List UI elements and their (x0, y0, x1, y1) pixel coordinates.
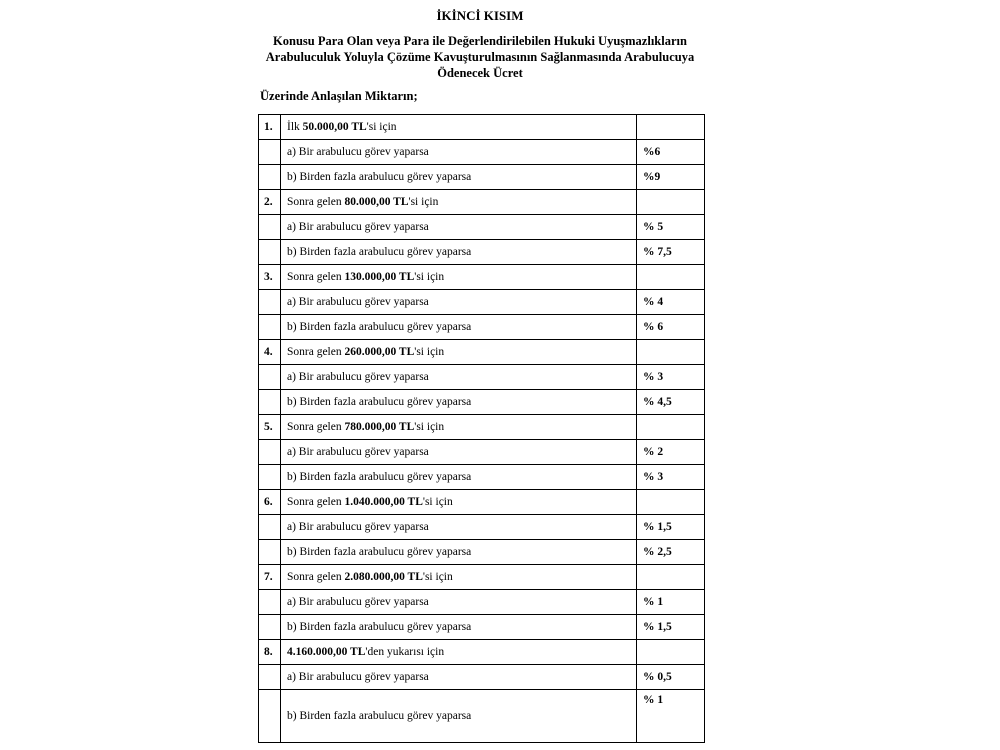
tier-row (259, 415, 705, 440)
tier-number-empty (259, 215, 281, 240)
tier-number: 5. (259, 415, 281, 440)
tier-number-empty (259, 140, 281, 165)
tier-prefix: Sonra gelen (287, 496, 345, 508)
main-heading (0, 33, 960, 81)
multi-mediator-row (259, 690, 705, 743)
single-mediator-rate: % 3 (637, 365, 705, 390)
tier-suffix: 'si için (414, 421, 445, 433)
single-mediator-label: a) Bir arabulucu görev yaparsa (281, 290, 637, 315)
tier-number-empty (259, 615, 281, 640)
tier-amount: 4.160.000,00 TL (287, 646, 366, 658)
tier-rate-empty (637, 190, 705, 215)
multi-mediator-label: b) Birden fazla arabulucu görev yaparsa (281, 390, 637, 415)
tier-number-empty (259, 390, 281, 415)
tier-prefix: Sonra gelen (287, 346, 345, 358)
multi-mediator-row (259, 315, 705, 340)
single-mediator-rate: % 0,5 (637, 665, 705, 690)
sub-heading: Üzerinde Anlaşılan Miktarın; (260, 89, 418, 103)
single-mediator-rate: % 5 (637, 215, 705, 240)
single-mediator-label: a) Bir arabulucu görev yaparsa (281, 590, 637, 615)
tier-amount: 2.080.000,00 TL (344, 571, 423, 583)
multi-mediator-row (259, 390, 705, 415)
tier-prefix: İlk (287, 121, 303, 133)
single-mediator-row (259, 290, 705, 315)
multi-mediator-rate: %9 (637, 165, 705, 190)
tier-amount: 780.000,00 TL (344, 421, 415, 433)
tier-number: 2. (259, 190, 281, 215)
tier-suffix: 'si için (422, 496, 453, 508)
single-mediator-row (259, 140, 705, 165)
single-mediator-label: a) Bir arabulucu görev yaparsa (281, 515, 637, 540)
tier-description (281, 490, 637, 515)
tier-suffix: 'den yukarısı için (365, 646, 445, 658)
tier-amount: 50.000,00 TL (302, 121, 367, 133)
tier-rate-empty (637, 115, 705, 140)
single-mediator-label: a) Bir arabulucu görev yaparsa (281, 215, 637, 240)
tier-rate-empty (637, 415, 705, 440)
multi-mediator-label: b) Birden fazla arabulucu görev yaparsa (281, 690, 637, 743)
tier-rate-empty (637, 490, 705, 515)
tier-rate-empty (637, 340, 705, 365)
multi-mediator-label: b) Birden fazla arabulucu görev yaparsa (281, 165, 637, 190)
multi-mediator-rate: % 1,5 (637, 615, 705, 640)
single-mediator-rate: % 1,5 (637, 515, 705, 540)
single-mediator-label: a) Bir arabulucu görev yaparsa (281, 140, 637, 165)
multi-mediator-rate: % 4,5 (637, 390, 705, 415)
tier-description (281, 115, 637, 140)
tier-number: 8. (259, 640, 281, 665)
tier-suffix: 'si için (414, 346, 445, 358)
multi-mediator-rate: % 7,5 (637, 240, 705, 265)
tier-prefix: Sonra gelen (287, 271, 345, 283)
single-mediator-rate: %6 (637, 140, 705, 165)
tier-number: 7. (259, 565, 281, 590)
tier-row (259, 340, 705, 365)
tier-description (281, 340, 637, 365)
multi-mediator-label: b) Birden fazla arabulucu görev yaparsa (281, 240, 637, 265)
multi-mediator-row (259, 540, 705, 565)
tier-number: 3. (259, 265, 281, 290)
tier-suffix: 'si için (414, 271, 445, 283)
tier-number-empty (259, 540, 281, 565)
single-mediator-label: a) Bir arabulucu görev yaparsa (281, 440, 637, 465)
single-mediator-label: a) Bir arabulucu görev yaparsa (281, 665, 637, 690)
fee-table (258, 114, 705, 743)
tier-row (259, 640, 705, 665)
tier-number-empty (259, 165, 281, 190)
multi-mediator-label: b) Birden fazla arabulucu görev yaparsa (281, 540, 637, 565)
tier-description (281, 190, 637, 215)
tier-description (281, 415, 637, 440)
single-mediator-row (259, 665, 705, 690)
tier-rate-empty (637, 565, 705, 590)
single-mediator-label: a) Bir arabulucu görev yaparsa (281, 365, 637, 390)
main-heading-line-2: Arabuluculuk Yoluyla Çözüme Kavuşturulmasının Sağlanmasında Arabulucuya (265, 50, 695, 64)
tier-prefix: Sonra gelen (287, 571, 345, 583)
tier-suffix: 'si için (366, 121, 397, 133)
single-mediator-row (259, 590, 705, 615)
tier-suffix: 'si için (408, 196, 439, 208)
single-mediator-row (259, 215, 705, 240)
tier-number-empty (259, 315, 281, 340)
tier-row (259, 190, 705, 215)
tier-number-empty (259, 465, 281, 490)
tier-amount: 1.040.000,00 TL (344, 496, 423, 508)
multi-mediator-label: b) Birden fazla arabulucu görev yaparsa (281, 615, 637, 640)
tier-rate-empty (637, 265, 705, 290)
single-mediator-rate: % 4 (637, 290, 705, 315)
tier-number-empty (259, 690, 281, 743)
tier-row (259, 490, 705, 515)
multi-mediator-rate: % 2,5 (637, 540, 705, 565)
multi-mediator-row (259, 615, 705, 640)
tier-number: 4. (259, 340, 281, 365)
tier-number-empty (259, 590, 281, 615)
main-heading-line-3: Ödenecek Ücret (437, 66, 523, 80)
tier-number-empty (259, 240, 281, 265)
tier-number-empty (259, 290, 281, 315)
multi-mediator-row (259, 465, 705, 490)
multi-mediator-row (259, 165, 705, 190)
tier-amount: 260.000,00 TL (344, 346, 415, 358)
multi-mediator-label: b) Birden fazla arabulucu görev yaparsa (281, 465, 637, 490)
part-title: İKİNCİ KISIM (436, 8, 524, 23)
single-mediator-rate: % 2 (637, 440, 705, 465)
main-heading-line-1: Konusu Para Olan veya Para ile Değerlendirilebilen Hukuki Uyuşmazlıkların (273, 34, 687, 48)
single-mediator-row (259, 515, 705, 540)
single-mediator-row (259, 440, 705, 465)
tier-number-empty (259, 515, 281, 540)
tier-number: 6. (259, 490, 281, 515)
multi-mediator-rate: % 3 (637, 465, 705, 490)
tier-rate-empty (637, 640, 705, 665)
tier-description (281, 565, 637, 590)
tier-number-empty (259, 440, 281, 465)
tier-prefix: Sonra gelen (287, 421, 345, 433)
tier-amount: 130.000,00 TL (344, 271, 415, 283)
multi-mediator-rate: % 1 (637, 690, 705, 743)
tier-amount: 80.000,00 TL (344, 196, 409, 208)
multi-mediator-rate: % 6 (637, 315, 705, 340)
tier-prefix: Sonra gelen (287, 196, 345, 208)
tier-description (281, 640, 637, 665)
tier-number: 1. (259, 115, 281, 140)
tier-suffix: 'si için (422, 571, 453, 583)
single-mediator-rate: % 1 (637, 590, 705, 615)
fee-table-body (259, 115, 705, 743)
single-mediator-row (259, 365, 705, 390)
tier-row (259, 565, 705, 590)
tier-row (259, 115, 705, 140)
multi-mediator-row (259, 240, 705, 265)
tier-row (259, 265, 705, 290)
multi-mediator-label: b) Birden fazla arabulucu görev yaparsa (281, 315, 637, 340)
tier-number-empty (259, 665, 281, 690)
tier-number-empty (259, 365, 281, 390)
tier-description (281, 265, 637, 290)
